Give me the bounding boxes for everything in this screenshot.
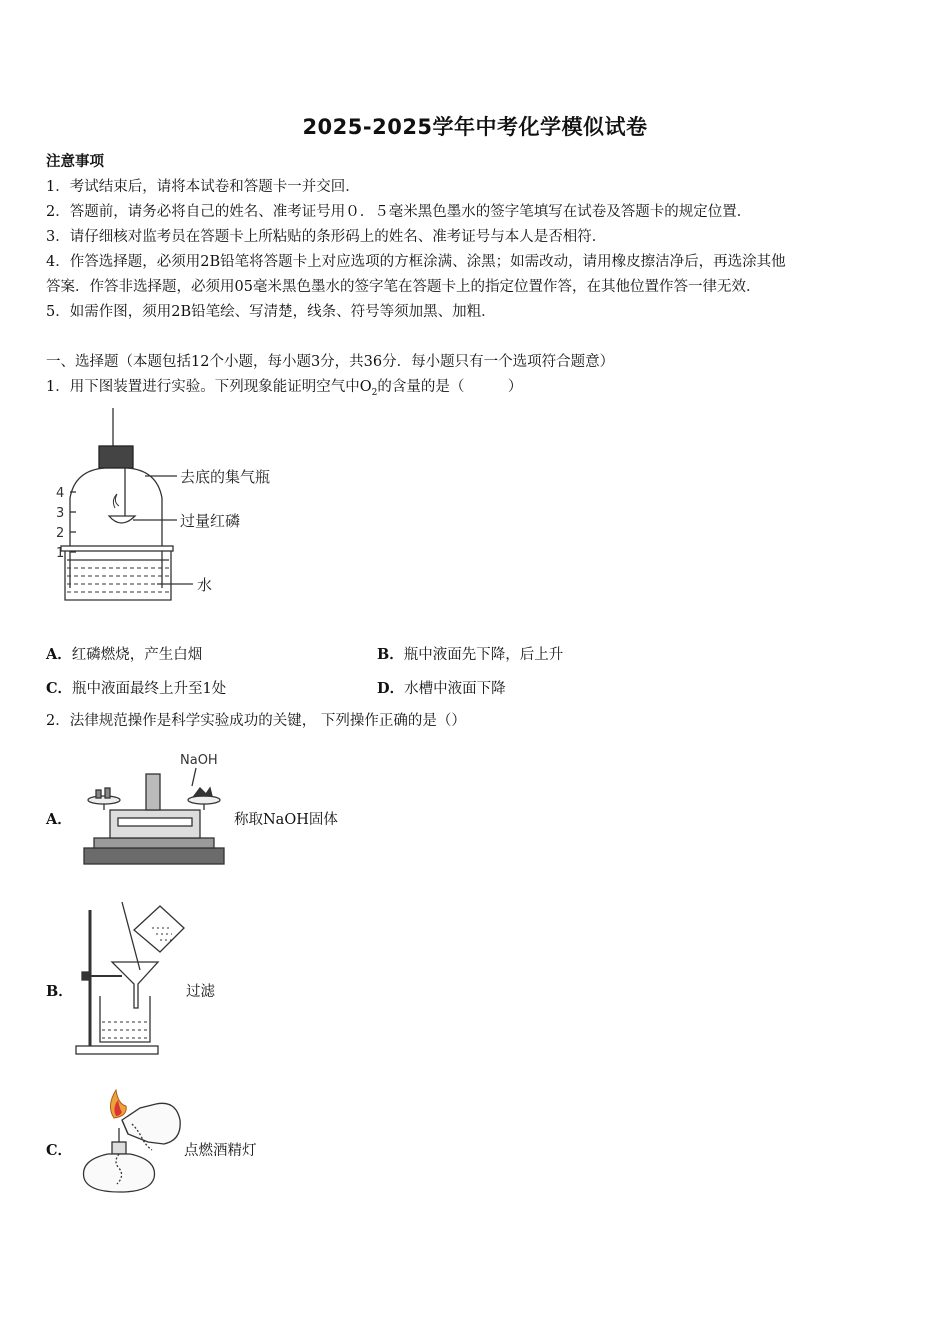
- notes-heading: 注意事项: [46, 153, 104, 170]
- notes-item-4-cont: 答案．作答非选择题，必须用05毫米黑色墨水的签字笔在答题卡上的指定位置作答，在其他位置作答一律无效．: [46, 279, 761, 295]
- alcohol-lamp-figure: [78, 1086, 188, 1198]
- scale-4: 4: [56, 486, 65, 501]
- q1-option-a[interactable]: A．红磷燃烧，产生白烟: [46, 646, 203, 663]
- q2-option-c-text: 点燃酒精灯: [184, 1143, 257, 1159]
- label-phosphorus: 过量红磷: [180, 512, 241, 530]
- scale-3: 3: [56, 506, 65, 521]
- q1-option-d[interactable]: D．水槽中液面下降: [377, 680, 506, 697]
- q1-stem: 1．用下图装置进行实验。下列现象能证明空气中$O_2$的含量的是（ ）: [46, 379, 523, 398]
- q2-option-a[interactable]: A．: [46, 811, 72, 828]
- label-bottle: 去底的集气瓶: [180, 468, 271, 486]
- q2-option-b-text: 过滤: [186, 984, 215, 1000]
- notes-item-1: 1．考试结束后，请将本试卷和答题卡一并交回．: [46, 179, 360, 195]
- scale-1: 1: [56, 546, 65, 561]
- q2-option-a-text: 称取NaOH固体: [234, 812, 338, 828]
- q2-option-c[interactable]: C．: [46, 1142, 73, 1159]
- q1-apparatus-figure: [55, 408, 305, 608]
- notes-item-4: 4．作答选择题，必须用2B铅笔将答题卡上对应选项的方框涂满、涂黑；如需改动，请用橡皮擦洁净后，再选涂其他: [46, 254, 786, 270]
- notes-item-3: 3．请仔细核对监考员在答题卡上所粘贴的条形码上的姓名、准考证号与本人是否相符．: [46, 229, 607, 245]
- naoh-label: NaOH: [180, 753, 218, 768]
- notes-item-2: 2．答题前，请务必将自己的姓名、准考证号用０．５毫米黑色墨水的签字笔填写在试卷及答题卡的规定位置．: [46, 204, 752, 220]
- page-title: 2025-2025学年中考化学模似试卷: [302, 115, 648, 139]
- q1-option-b[interactable]: B．瓶中液面先下降，后上升: [377, 646, 564, 663]
- q1-option-c[interactable]: C．瓶中液面最终上升至1处: [46, 680, 227, 697]
- section-heading: 一、选择题（本题包括12个小题，每小题3分，共36分．每小题只有一个选项符合题意）: [46, 354, 615, 370]
- notes-item-5: 5．如需作图，须用2B铅笔绘、写清楚，线条、符号等须加黑、加粗．: [46, 304, 496, 320]
- filtration-figure: [72, 900, 192, 1060]
- q2-stem: 2．法律规范操作是科学实验成功的关键， 下列操作正确的是（）: [46, 713, 466, 729]
- balance-figure: [80, 748, 230, 868]
- q2-option-b[interactable]: B．: [46, 983, 73, 1000]
- label-water: 水: [197, 576, 213, 594]
- scale-2: 2: [56, 526, 65, 541]
